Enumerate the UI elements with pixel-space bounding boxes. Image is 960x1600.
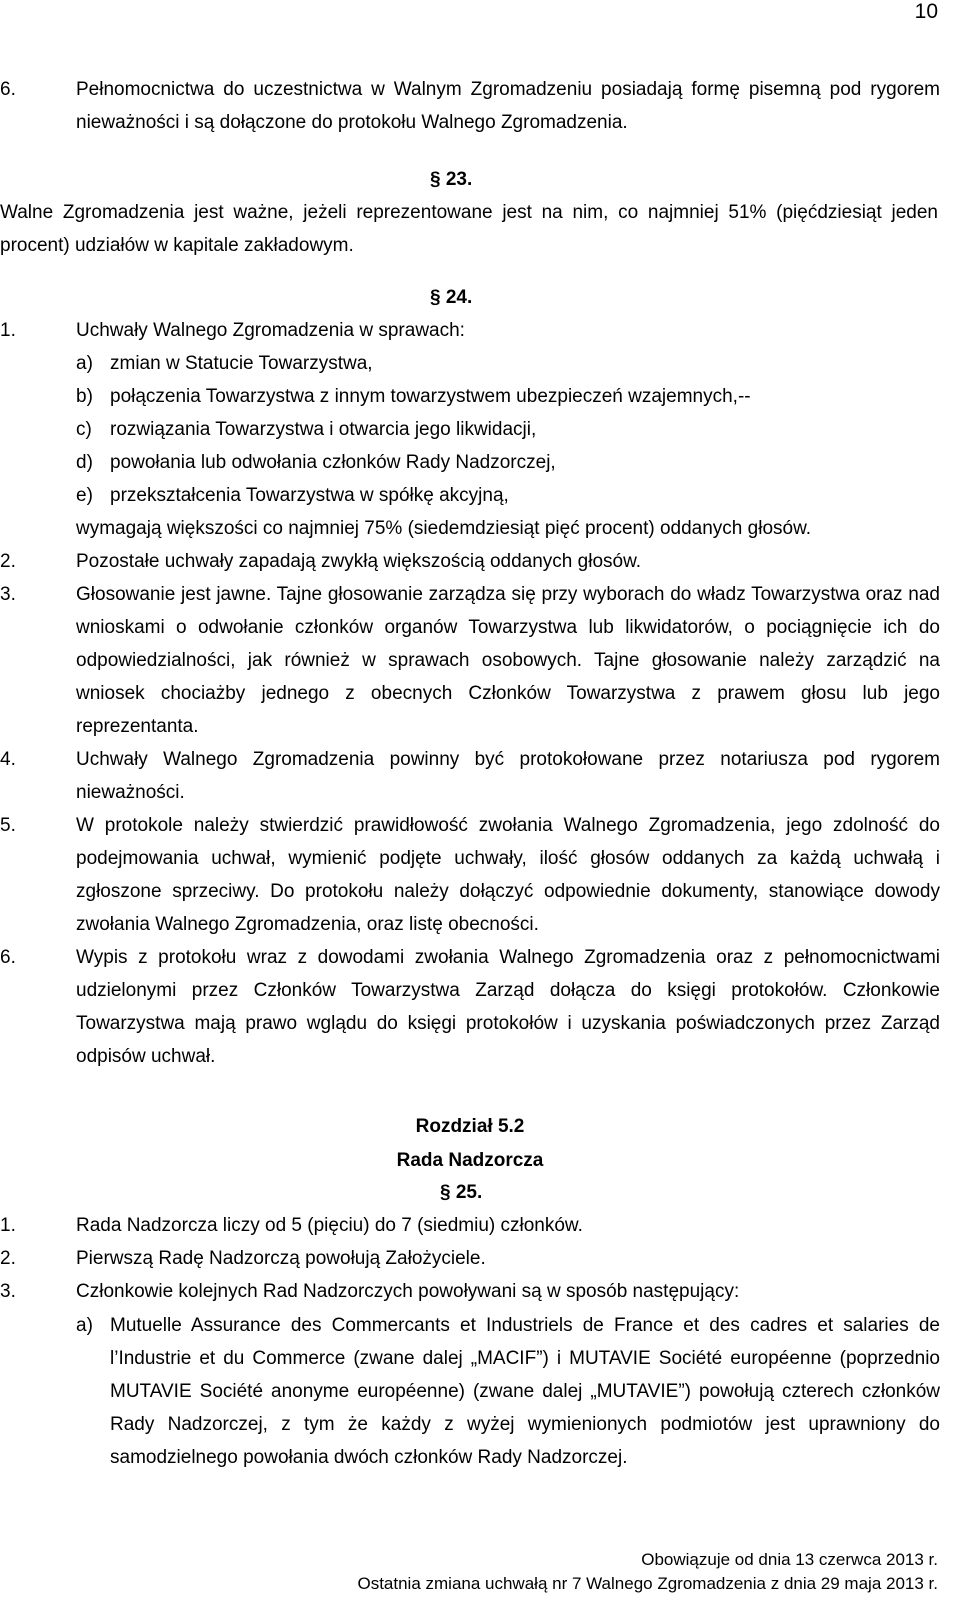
- sub-item-label: b): [76, 386, 93, 407]
- list-item: [0, 545, 940, 578]
- footer-effective-date: Obowiązuje od dnia 13 czerwca 2013 r.: [641, 1550, 938, 1569]
- sub-item-text: Mutuelle Assurance des Commercants et Industriels de France et des cadres et salaries de l’Industrie et du Commerce (zwane dalej „MACIF”) i MUTAVIE Société européenne (poprzednio MUTAVIE Société anonyme européenne) (zwane dalej „MUTAVIE”) powołują czterech członków Rady Nadzorczej, z tym że każdy z wyżej wymienionych podmiotów jest uprawniony do samodzielnego powołania dwóch członków Rady Nadzorczej.: [110, 1315, 940, 1468]
- list-item: [0, 1242, 940, 1275]
- chapter-title: Rozdział 5.2: [415, 1116, 525, 1137]
- sub-item-text: przekształcenia Towarzystwa w spółkę akcyjną,: [110, 485, 509, 506]
- item-number: 1.: [0, 1215, 16, 1236]
- list-item: [0, 578, 940, 743]
- item-text: W protokole należy stwierdzić prawidłowość zwołania Walnego Zgromadzenia, jego zdolność do podejmowania uchwał, wymienić podjęte uchwały, ilość głosów oddanych za każdą uchwałą i zgłoszone sprzeciwy. Do protokołu należy dołączyć odpowiednie dokumenty, stanowiące dowody zwołania Walnego Zgromadzenia, oraz listę obecności.: [76, 815, 940, 935]
- sub-item-text: zmian w Statucie Towarzystwa,: [110, 353, 373, 374]
- sub-item-label: a): [76, 353, 93, 374]
- list-item: [0, 1209, 940, 1242]
- item-text: Pozostałe uchwały zapadają zwykłą większością oddanych głosów.: [76, 551, 642, 572]
- section-heading: § 23.: [430, 169, 473, 190]
- list-item: [0, 73, 940, 143]
- section-heading: § 24.: [430, 287, 473, 308]
- item-number: 2.: [0, 551, 16, 572]
- item-number: 2.: [0, 1248, 16, 1269]
- item-text: Głosowanie jest jawne. Tajne głosowanie zarządza się przy wyborach do władz Towarzystwa oraz nad wnioskami o odwołanie członków organów Towarzystwa lub likwidatorów, o pociągnięcie ich do odpowiedzialności, jak również w sprawach osobowych. Tajne głosowanie należy zarządzić na wniosek chociażby jednego z obecnych Członków Towarzystwa z prawem głosu lub jego reprezentanta.: [76, 584, 940, 737]
- item-text: Rada Nadzorcza liczy od 5 (pięciu) do 7 (siedmiu) członków.: [76, 1215, 583, 1236]
- list-item: [0, 314, 940, 347]
- sub-item-text: rozwiązania Towarzystwa i otwarcia jego likwidacji,: [110, 419, 537, 440]
- item-text: Uchwały Walnego Zgromadzenia w sprawach:: [76, 320, 465, 341]
- paragraph: Walne Zgromadzenia jest ważne, jeżeli reprezentowane jest na nim, co najmniej 51% (pięćdziesiąt jeden procent) udziałów w kapitale zakładowym.: [0, 202, 938, 256]
- sub-item: [76, 1309, 940, 1509]
- sub-item-label: c): [76, 419, 92, 440]
- sub-item-text: połączenia Towarzystwa z innym towarzystwem ubezpieczeń wzajemnych,--: [110, 386, 751, 407]
- item-number: 6.: [0, 79, 16, 100]
- item-text: Pierwszą Radę Nadzorczą powołują Założyciele.: [76, 1248, 486, 1269]
- item-number: 3.: [0, 584, 16, 605]
- section-heading: § 25.: [440, 1182, 483, 1203]
- item-number: 1.: [0, 320, 16, 341]
- chapter-subtitle: Rada Nadzorcza: [396, 1150, 544, 1171]
- list-item: [0, 1275, 940, 1308]
- item-number: 4.: [0, 749, 16, 770]
- list-item: [0, 809, 940, 941]
- item-text: Uchwały Walnego Zgromadzenia powinny być protokołowane przez notariusza pod rygorem nieważności.: [76, 749, 940, 803]
- item-number: 5.: [0, 815, 16, 836]
- page-number: 10: [914, 0, 938, 23]
- list-item: [0, 941, 940, 1073]
- sub-item-text: powołania lub odwołania członków Rady Nadzorczej,: [110, 452, 556, 473]
- sub-item-label: d): [76, 452, 93, 473]
- item-text: Pełnomocnictwa do uczestnictwa w Walnym Zgromadzeniu posiadają formę pisemną pod rygorem nieważności i są dołączone do protokołu Walnego Zgromadzenia.: [76, 79, 940, 133]
- item-number: 3.: [0, 1281, 16, 1302]
- item-text: Członkowie kolejnych Rad Nadzorczych powoływani są w sposób następujący:: [76, 1281, 740, 1302]
- sub-item-label: a): [76, 1315, 93, 1336]
- list-item: [0, 743, 940, 809]
- item-closing: wymagają większości co najmniej 75% (siedemdziesiąt pięć procent) oddanych głosów.: [76, 518, 812, 539]
- item-text: Wypis z protokołu wraz z dowodami zwołania Walnego Zgromadzenia oraz z pełnomocnictwami udzielonymi przez Członków Towarzystwa Zarząd dołącza do księgi protokołów. Członkowie Towarzystwa mają prawo wglądu do księgi protokołów i uzyskania poświadczonych przez Zarząd odpisów uchwał.: [76, 947, 940, 1067]
- sub-item-label: e): [76, 485, 93, 506]
- item-number: 6.: [0, 947, 16, 968]
- footer-last-change: Ostatnia zmiana uchwałą nr 7 Walnego Zgromadzenia z dnia 29 maja 2013 r.: [357, 1574, 938, 1593]
